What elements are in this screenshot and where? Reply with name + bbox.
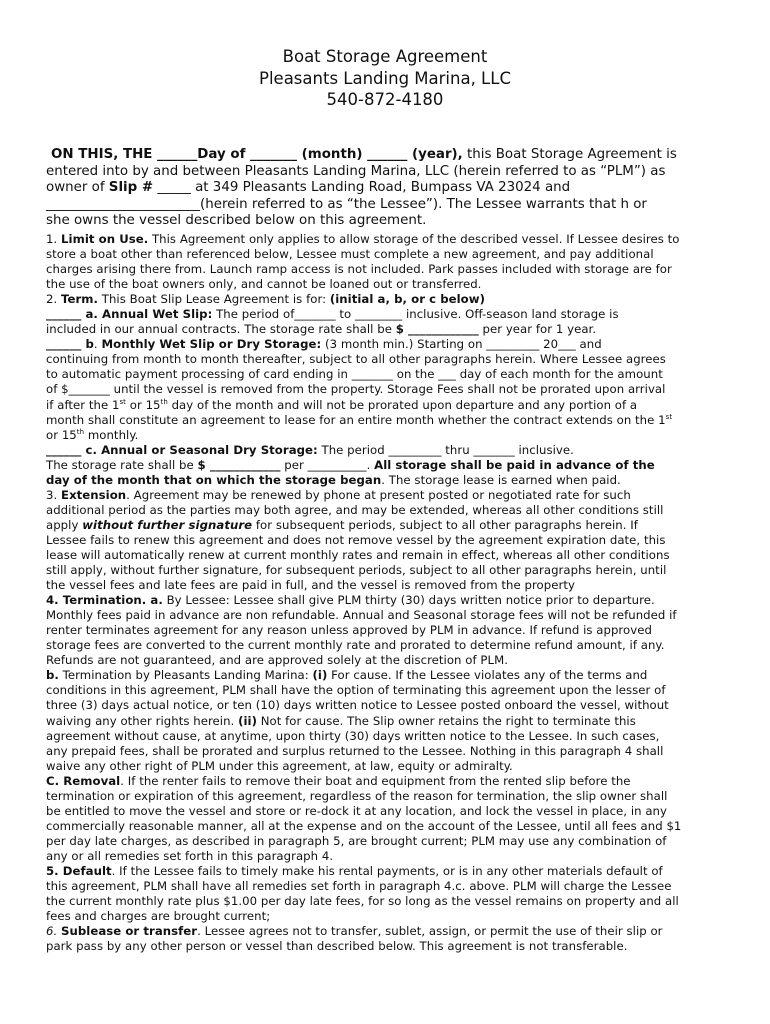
company-name: Pleasants Landing Marina, LLC [259,68,511,88]
section-4b-line: three (3) days actual notice, or ten (10) days written notice to Lessee posted onboard the vessel, without [46,698,669,713]
section-3-line: additional period as the parties may both agree, and may be extended, whereas all other conditions still [46,502,664,517]
section-3-line: still apply, without further signature, for subsequent periods, subject to all other paragraphs herein, until [46,563,667,578]
option-a-heading: ______ a. Annual Wet Slip: [46,307,213,322]
section-4b-line: b. Termination by Pleasants Landing Marina: (i) For cause. If the Lessee violates any of the terms and [46,668,648,683]
option-c-heading: ______ c. Annual or Seasonal Dry Storage: [46,442,318,457]
slip-number-label: Slip # [108,180,154,196]
option-c-line: day of the month that on which the storage began. The storage lease is earned when paid. [46,472,621,487]
option-c-line: ______ c. Annual or Seasonal Dry Storage: The period _________ thru _______ inclusive. [46,442,574,457]
section-5-line: fees and charges are brought current; [46,909,271,924]
option-b-line: to automatic payment processing of card ending in _______ on the ___ day of each month for the amount [46,367,663,382]
section-3-line: apply without further signature for subsequent periods, subject to all other paragraphs herein. If [46,517,638,532]
section-c-line: per day late charges, as described in paragraph 5, are brought current; PLM may use any combination of [46,833,667,848]
intro-paragraph [46,147,726,230]
option-b-line: of $_______ until the vessel is removed from the property. Storage Fees shall not be prorated upon arrival [46,382,666,397]
option-b-line: continuing from month to month thereafter, subject to all other paragraphs herein. Where Lessee agrees [46,352,666,367]
section-c-line: C. Removal. If the renter fails to remove their boat and equipment from the rented slip before the [46,773,631,788]
section-4b-line: waive any other right of PLM under this agreement, at law, equity or admiralty. [46,758,513,773]
section-4b-line: any prepaid fees, shall be prorated and surplus returned to the Lessee. Nothing in this paragraph 4 shall [46,743,664,758]
section-heading: Sublease or transfer [61,924,198,939]
section-3-line: the vessel fees and late fees are paid in full, and the vessel is removed from the property [46,578,575,593]
section-4-line: storage fees are converted to the current monthly rate and prorated to determine refund amount, if any. [46,638,665,653]
section-3-line: Lessee fails to renew this agreement and does not remove vessel by the agreement expiration date, this [46,532,666,547]
intro-line: ON THIS, THE ______Day of _______ (month) ______ (year), this Boat Storage Agreement is [51,147,677,162]
agreement-body [46,232,728,954]
section-c-line: any or all remedies set forth in this paragraph 4. [46,848,334,863]
option-b-line: or 15th monthly. [46,427,139,442]
section-1-line: 1. Limit on Use. This Agreement only applies to allow storage of the described vessel. If Lessee desires to [46,232,680,246]
option-b-heading: Monthly Wet Slip or Dry Storage: [101,337,322,352]
option-c-line: The storage rate shall be $ ____________ per __________. All storage shall be paid in advance of the [46,457,655,472]
document-header [0,46,770,111]
section-heading: Term. [61,292,99,307]
section-5-line: this agreement, PLM shall have all remedies set forth in paragraph 4.c. above. PLM will charge the Lessee [46,879,672,894]
section-5-line: 5. Default. If the Lessee fails to timely make his rental payments, or is in any other materials default of [46,863,663,878]
section-5-line: the current monthly rate plus $1.00 per day late fees, for so long as the vessel remains on property and all [46,894,679,909]
intro-line: owner of Slip # _____ at 349 Pleasants Landing Road, Bumpass VA 23024 and [46,180,571,196]
section-4b-line: conditions in this agreement, PLM shall have the option of terminating this agreement upon the lesser of [46,683,666,698]
section-heading: C. Removal [46,773,121,788]
option-b-line: month shall constitute an agreement to lease for an entire month whether the contract extends on the 1st [46,412,673,427]
section-heading: Limit on Use. [61,232,149,246]
section-6-line: 6. Sublease or transfer. Lessee agrees not to transfer, sublet, assign, or permit the use of their slip or [46,924,663,939]
section-4b-line: agreement without cause, at anytime, upon thirty (30) days written notice to the Lessee. In such cases, [46,728,660,743]
intro-line: entered into by and between Pleasants Landing Marina, LLC (herein referred to as “PLM”) as [46,163,666,179]
section-heading: 5. Default [46,863,112,878]
section-4-line: renter terminates agreement for any reason unless approved by PLM in advance. If refund is approved [46,623,652,638]
intro-line: _______________________(herein referred to as “the Lessee”). The Lessee warrants that h or [46,196,647,212]
section-3-line: lease will automatically renew at current monthly rates and remain in effect, whereas all other conditions [46,547,670,562]
section-4b-line: waiving any other rights herein. (ii) Not for cause. The Slip owner retains the right to terminate this [46,713,636,728]
section-1-line: the use of the boat owners only, and cannot be loaned out or transferred. [46,277,482,292]
option-b-line: if after the 1st or 15th day of the month and will not be prorated upon departure and any portion of a [46,397,638,412]
intro-line: she owns the vessel described below on this agreement. [46,213,427,229]
section-c-line: commercially reasonable manner, all at the expense and on the account of the Lessee, until all fees and $1 [46,818,682,833]
company-phone: 540-872-4180 [326,90,444,109]
section-4-line: 4. Termination. a. By Lessee: Lessee shall give PLM thirty (30) days written notice prior to departure. [46,593,655,608]
section-3-line: 3. Extension. Agreement may be renewed by phone at present posted or negotiated rate for such [46,487,631,502]
document-title: Boat Storage Agreement [282,47,488,66]
option-a-line: ______ a. Annual Wet Slip: The period of_______ to ________ inclusive. Off-season land storage is [46,307,619,322]
section-heading: Extension [61,487,127,502]
section-c-line: termination or expiration of this agreement, regardless of the reason for termination, the slip owner shall [46,788,668,803]
section-2-line: 2. Term. This Boat Slip Lease Agreement is for: (initial a, b, or c below) [46,292,485,307]
section-1-line: store a boat other than referenced below, Lessee must complete a new agreement, and pay additional [46,247,654,262]
option-b-line: ______ b. Monthly Wet Slip or Dry Storage: (3 month min.) Starting on _________ 20___ and [46,337,602,352]
section-1-line: charges arising there from. Launch ramp access is not included. Park passes included with storage are for [46,262,672,277]
section-4-line: Refunds are not guaranteed, and are approved solely at the discretion of PLM. [46,653,508,668]
section-4-line: Monthly fees paid in advance are non refundable. Annual and Seasonal storage fees will not be refunded if [46,608,677,623]
intro-date-fields: ON THIS, THE ______Day of _______ (month) ______ (year), [51,147,463,162]
section-heading: 4. Termination. a. [46,593,163,608]
section-6-line: park pass by any other person or vessel than described below. This agreement is not transferable. [46,939,628,954]
section-c-line: be entitled to move the vessel and store or re-dock it at any location, and lock the vessel in place, in any [46,803,667,818]
option-a-line: included in our annual contracts. The storage rate shall be $ ____________ per year for 1 year. [46,322,597,337]
